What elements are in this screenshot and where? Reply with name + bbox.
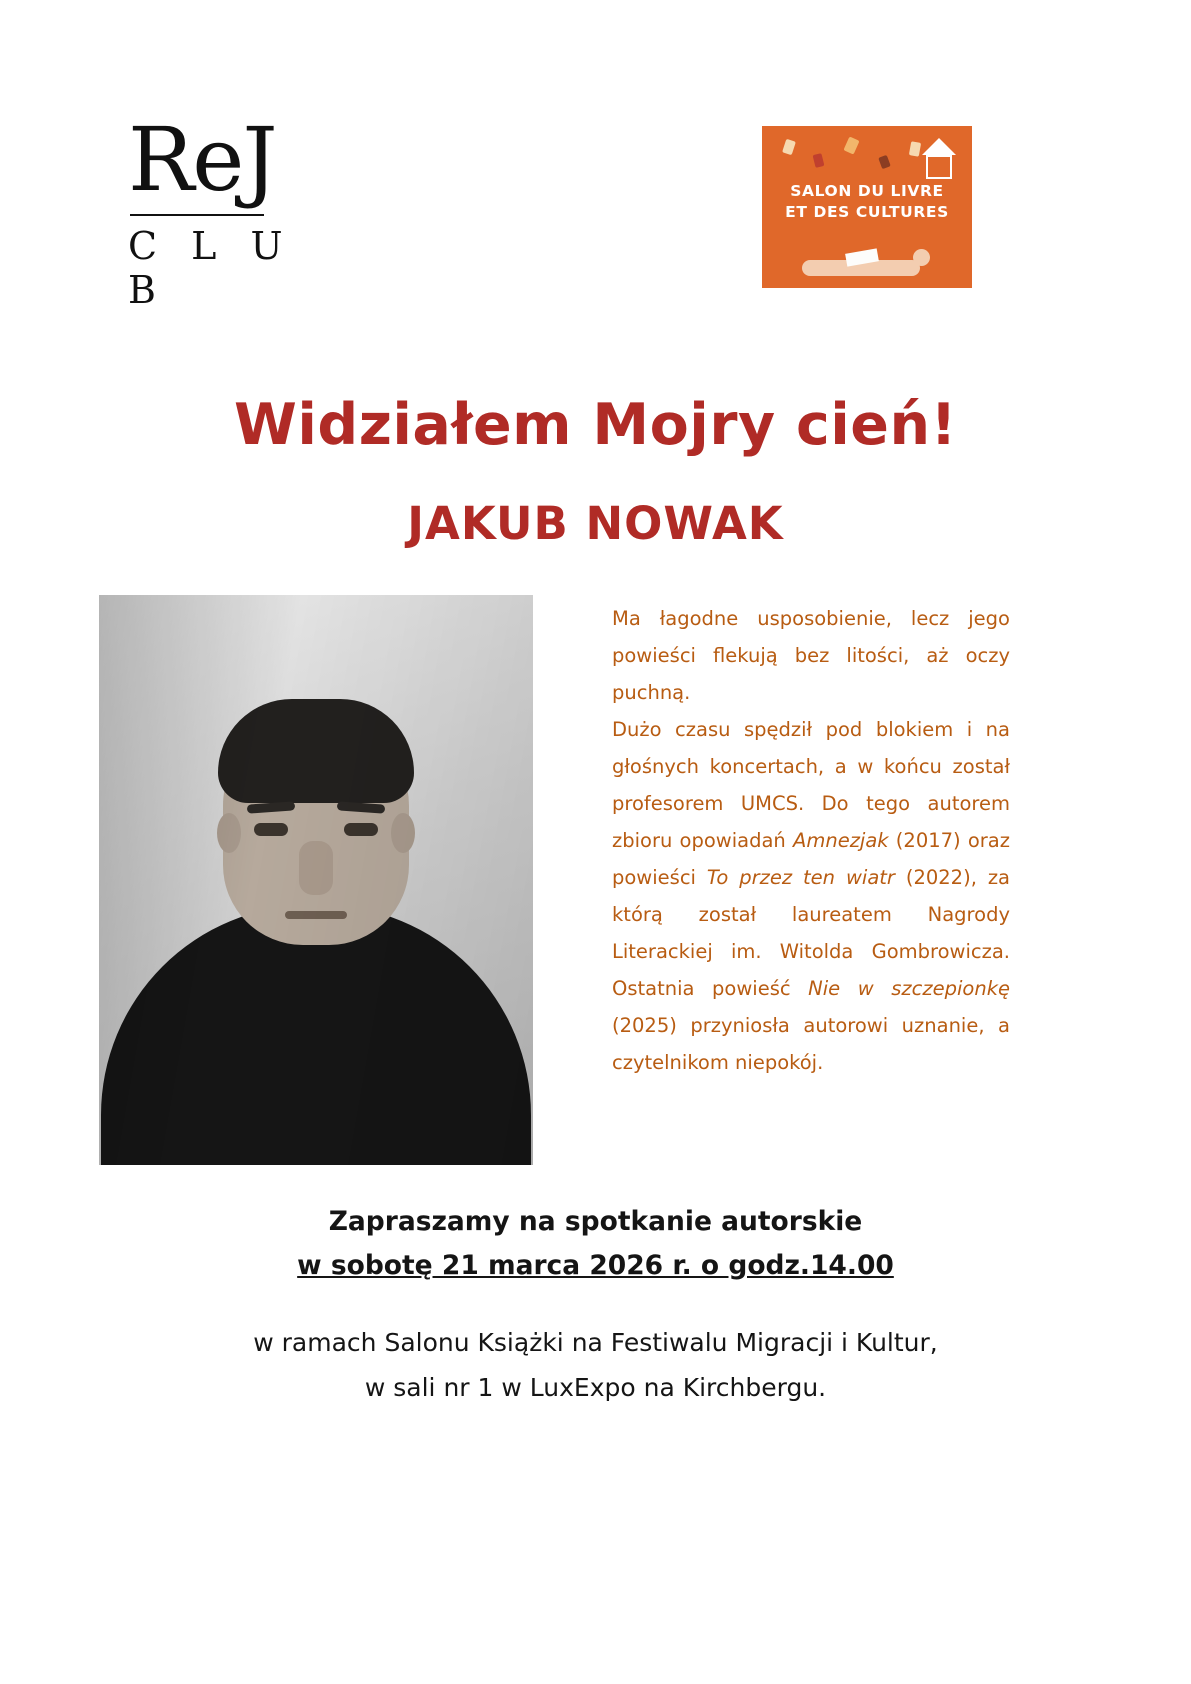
venue-line-2: w sali nr 1 w LuxExpo na Kirchbergu. xyxy=(364,1373,827,1402)
rej-logo-wordmark: ReJ xyxy=(128,108,276,211)
poster-header xyxy=(0,108,1191,312)
venue-block xyxy=(0,1320,1191,1410)
author-name: JAKUB NOWAK xyxy=(407,497,784,550)
salon-du-livre-logo xyxy=(762,126,972,288)
poster-title: Widziałem Mojry cień! xyxy=(233,392,958,458)
book-title-nie-w-szczepionke: Nie w szczepionkę xyxy=(808,977,1010,1000)
salon-logo-line1: SALON DU LIVRE xyxy=(790,182,944,200)
leaf-decoration-icon xyxy=(878,155,891,169)
rej-logo-divider xyxy=(130,214,264,216)
leaf-decoration-icon xyxy=(813,153,825,168)
salon-logo-text xyxy=(762,181,972,223)
bio-paragraph-2-part-c: (2022), za którą został laureatem Nagrody Literackiej im. Witolda Gombrowicza. Ostatnia powieść xyxy=(612,866,1011,1000)
invitation-block xyxy=(0,1200,1191,1288)
leaf-decoration-icon xyxy=(909,141,921,157)
house-roof-icon xyxy=(922,138,956,155)
bio-paragraph-1: Ma łagodne usposobienie, lecz jego powieści flekują bez litości, aż oczy puchną. xyxy=(612,607,1010,704)
rej-club-logo xyxy=(128,108,308,312)
bio-paragraph-2-part-b: (2017) oraz powieści xyxy=(612,829,1010,889)
leaf-decoration-icon xyxy=(843,136,859,154)
house-icon xyxy=(922,138,956,182)
author-biography xyxy=(612,600,1010,1081)
leaf-decoration-icon xyxy=(782,139,796,155)
venue-line-1: w ramach Salonu Książki na Festiwalu Migracji i Kultur, xyxy=(253,1328,938,1357)
portrait-shading-overlay xyxy=(99,595,533,1165)
rej-logo-club-text: C L U B xyxy=(128,224,294,312)
reader-head-icon xyxy=(913,249,930,266)
house-body-icon xyxy=(926,155,952,179)
book-title-to-przez-ten-wiatr: To przez ten wiatr xyxy=(706,866,895,889)
bio-paragraph-2-part-a: Dużo czasu spędził pod blokiem i na głośnych koncertach, a w końcu został profesorem UMCS. Do tego autorem zbioru opowiadań xyxy=(612,718,1010,852)
invitation-line-1: Zapraszamy na spotkanie autorskie xyxy=(328,1206,863,1237)
invitation-date-time: w sobotę 21 marca 2026 r. o godz.14.00 xyxy=(297,1250,894,1281)
book-title-amnezjak: Amnezjak xyxy=(793,829,889,852)
bio-paragraph-2-part-d: (2025) przyniosła autorowi uznanie, a czytelnikom niepokój. xyxy=(612,1014,1010,1074)
author-portrait-photo xyxy=(99,595,533,1165)
salon-logo-line2: ET DES CULTURES xyxy=(785,203,949,221)
reclining-reader-illustration xyxy=(802,246,932,280)
